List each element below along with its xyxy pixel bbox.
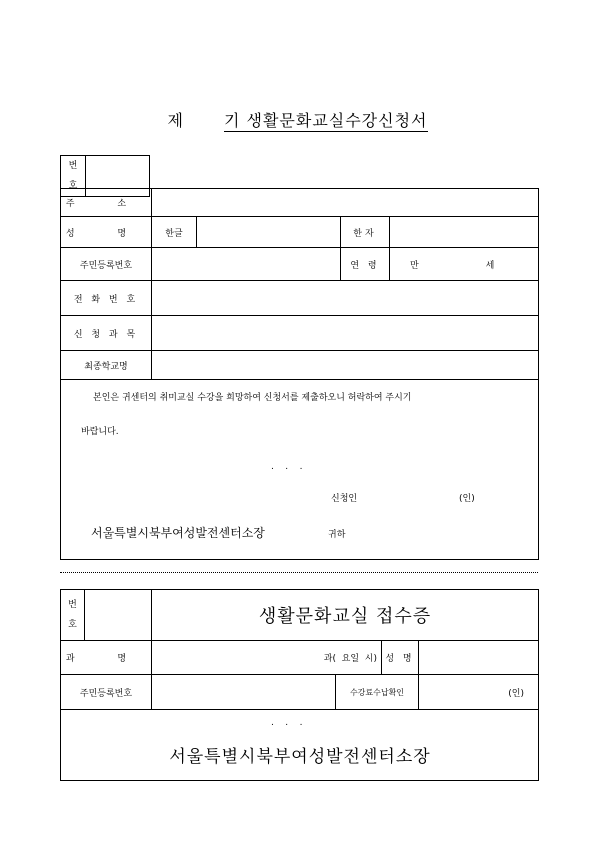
resident-no-field[interactable]: [152, 248, 341, 281]
course-row: [61, 316, 539, 351]
age-field[interactable]: [390, 248, 539, 281]
receipt-fee-label: 수강료수납확인: [335, 675, 418, 709]
hanja-label: 한자: [341, 217, 390, 248]
school-row: [61, 351, 539, 380]
receipt-course-row: [61, 641, 539, 675]
age-label: 연 령: [341, 248, 390, 281]
receipt-footer-row: [61, 710, 539, 781]
application-table: [60, 188, 539, 560]
phone-field[interactable]: [152, 281, 539, 316]
receipt-resident-field[interactable]: [152, 675, 335, 709]
receipt-table: [60, 589, 539, 781]
course-field[interactable]: [152, 316, 539, 351]
resident-row: [61, 248, 539, 281]
number-label-1: 번: [68, 161, 78, 171]
receipt-course-label: 과 명: [61, 641, 152, 675]
name-row: [61, 217, 539, 248]
age-se: 세: [485, 260, 495, 271]
address-field[interactable]: [152, 189, 539, 217]
honorific: 귀하: [328, 530, 346, 540]
hanja-name-field[interactable]: [390, 217, 539, 248]
receipt-heading: 생활문화교실 접수증: [152, 590, 539, 641]
receipt-header-row: [61, 590, 539, 641]
receipt-number-field[interactable]: [85, 590, 152, 641]
pledge-line-1: 본인은 귀센터의 취미교실 수강을 희망하여 신청서를 제출하오니 허락하여 주시기: [93, 393, 412, 403]
receipt-number-label-2: 호: [68, 620, 77, 630]
school-label: 최종학교명: [61, 351, 152, 380]
hangul-label: 한글: [152, 217, 197, 248]
pledge-box: [61, 380, 539, 560]
receipt-resident-label: 주민등록번호: [61, 675, 152, 710]
resident-no-label: 주민등록번호: [61, 248, 152, 281]
receipt-footer: [61, 710, 539, 781]
receipt-date-dots: . . .: [271, 718, 303, 728]
receipt-director: 서울특별시북부여성발전센터소장: [169, 747, 431, 767]
pledge-line-2: 바랍니다.: [81, 427, 119, 437]
receipt-fee-seal[interactable]: (인): [419, 675, 539, 710]
receipt-name-label: 성 명: [382, 641, 419, 675]
receipt-number-label: [61, 590, 85, 641]
age-man: 만: [410, 260, 419, 271]
receipt-name-field[interactable]: [419, 641, 539, 675]
applicant-seal: (인): [459, 494, 475, 504]
receipt-resident-row: [61, 675, 539, 710]
name-label: 성 명: [61, 217, 152, 248]
address-row: [61, 189, 539, 217]
hangul-name-field[interactable]: [197, 217, 341, 248]
form-title: [0, 108, 595, 131]
receipt-number-label-1: 번: [68, 600, 77, 610]
course-label: 신 청 과 목: [61, 316, 152, 351]
address-label: 주 소: [61, 189, 152, 217]
date-dots: . . .: [271, 462, 303, 472]
receipt-resident-cell: [152, 675, 419, 710]
applicant-label: 신청인: [331, 494, 358, 504]
school-field[interactable]: [152, 351, 539, 380]
pledge-row: [61, 380, 539, 560]
number-label-2: 호: [68, 181, 78, 191]
phone-label: 전 화 번 호: [61, 281, 152, 316]
director-name: 서울특별시북부여성발전센터소장: [91, 526, 265, 540]
receipt-course-value[interactable]: 과( 요일 시): [152, 641, 382, 675]
title-prefix: 제: [167, 111, 184, 130]
title-suffix: 기 생활문화교실수강신청서: [223, 111, 428, 130]
phone-row: [61, 281, 539, 316]
cut-line: [60, 572, 538, 573]
